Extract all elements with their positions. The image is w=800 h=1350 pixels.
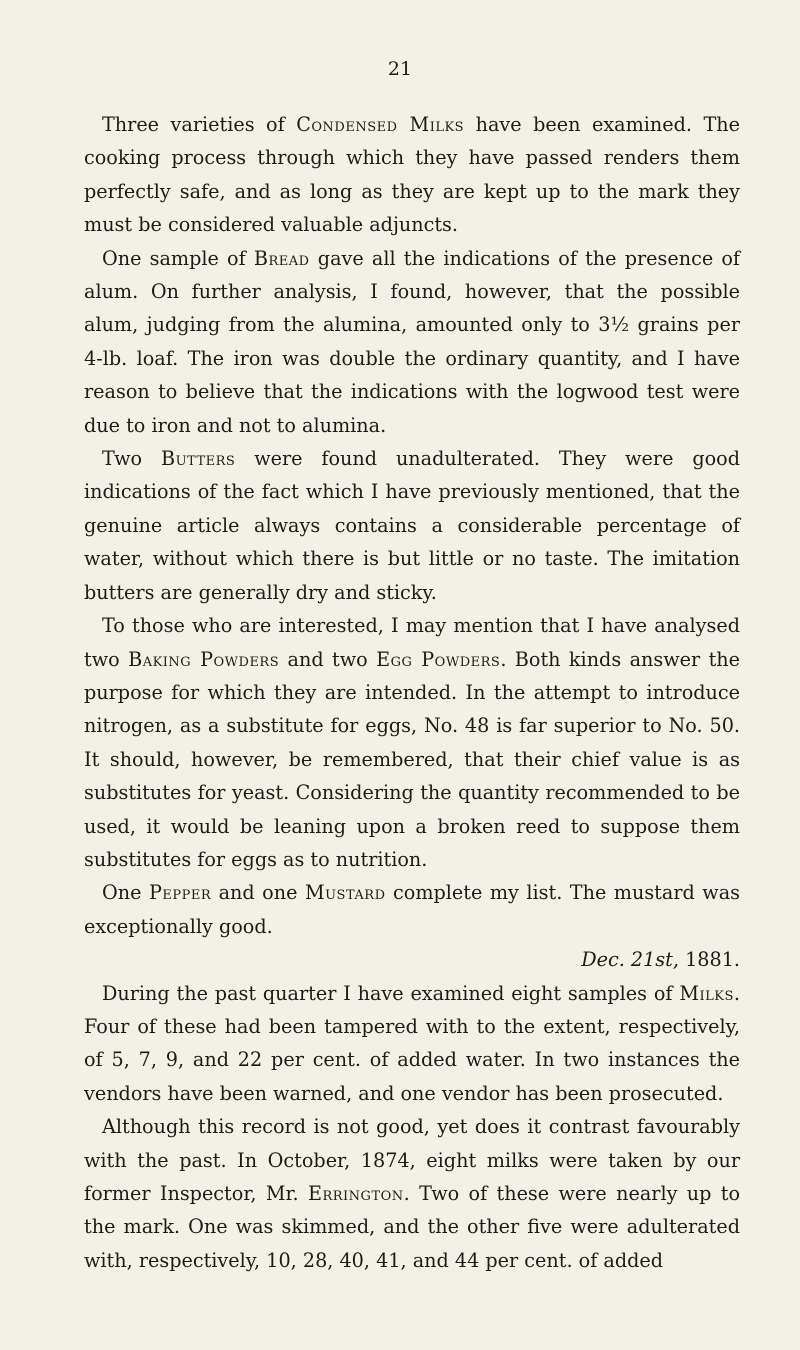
text-run: were found unadulterated. They were good indications of the fact which I have previously mentioned, that the genuine article always contains a considerable percentage of water, without which there is but little or no taste. The imitation butters are generally dry and sticky. xyxy=(84,447,740,604)
text-run: have been examined. The cooking process through which they have passed renders them perfectly safe, and as long as they are kept up to the mark they must be considered valuable adjuncts. xyxy=(84,113,741,237)
small-caps-term: Baking Powders xyxy=(128,647,280,671)
small-caps-term: Egg Powders xyxy=(376,647,501,671)
text-run: Although this record is not good, yet does it contrast favourably with the past. In October, 1874, eight milks were taken by our former Inspector, Mr. xyxy=(84,1115,740,1205)
report-date xyxy=(84,943,740,976)
paragraph-powders xyxy=(84,609,740,876)
text-run: Two xyxy=(102,447,161,471)
small-caps-term: Errington xyxy=(307,1182,404,1205)
text-run: . Two of these were nearly up to the mark. One was skimmed, and the other five were adulterated with, respectively, 10, 28, 40, 41, and 44 per cent. of added xyxy=(84,1182,740,1272)
date-italic: Dec. 21st, xyxy=(581,948,679,972)
text-run: gave all the indications of the presence of alum. On further analysis, I found, however, that the possible alum, judging from the alumina, amounted only to 3½ grains per 4-lb. loaf. The iron was double the ordinary quantity, and I have reason to believe that the indications with the logwood test were due to iron and not to alumina. xyxy=(84,246,741,437)
text-run: . Both kinds answer the purpose for which they are intended. In the attempt to introduce nitrogen, as a substitute for eggs, No. 48 is far superior to No. 50. It should, however, be remembered, that their chief value is as substitutes for yeast. Considering the quantity recommended to be used, it would be leaning upon a broken reed to suppose them substitutes for eggs as to nutrition. xyxy=(84,647,740,871)
small-caps-term: Bread xyxy=(253,246,310,270)
text-run: One sample of xyxy=(102,246,254,270)
body-text xyxy=(84,108,740,1277)
text-run: During the past quarter I have examined eight samples of xyxy=(102,981,680,1005)
paragraph-butters xyxy=(84,442,740,609)
date-year: 1881. xyxy=(678,948,740,972)
page-number: 21 xyxy=(387,58,413,80)
paragraph-record xyxy=(84,1110,740,1277)
small-caps-term: Pepper xyxy=(148,881,212,905)
text-run: complete my list. The mustard was exceptionally good. xyxy=(84,881,740,938)
text-run: Three varieties of xyxy=(102,113,297,136)
text-run: and one xyxy=(211,881,305,905)
small-caps-term: Mustard xyxy=(304,881,386,905)
paragraph-condensed-milks xyxy=(84,108,740,242)
text-run: . Four of these had been tampered with to the extent, respectively, of 5, 7, 9, and 22 per cent. of added water. In two instances the vendors have been warned, and one vendor has been prosecuted. xyxy=(84,981,740,1105)
text-run: One xyxy=(102,881,149,905)
paragraph-pepper-mustard xyxy=(84,876,740,943)
small-caps-term: Condensed Milks xyxy=(296,113,465,136)
paragraph-milks-quarter xyxy=(84,977,740,1111)
paragraph-bread xyxy=(84,242,740,442)
small-caps-term: Milks xyxy=(679,981,734,1005)
text-run: and two xyxy=(279,647,377,671)
text-run: To those who are interested, I may mention that I have analysed two xyxy=(84,614,740,671)
small-caps-term: Butters xyxy=(160,447,236,471)
